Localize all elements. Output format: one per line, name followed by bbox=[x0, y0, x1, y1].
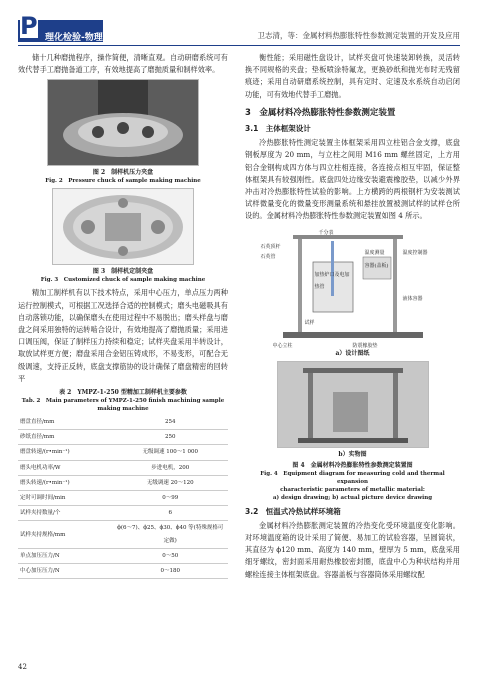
table-row bbox=[18, 415, 228, 430]
running-head: 卫志清，等：金属材料热膨胀特性参数测定装置的开发及应用 bbox=[257, 31, 460, 40]
parameters-table bbox=[18, 415, 228, 579]
figure-2-caption: 图 2 制样机压力夹盘 bbox=[92, 169, 154, 177]
label-quartz-tube: 石英管 bbox=[260, 253, 276, 260]
paragraph: 精加工制样机有以下技术特点，采用中心压力，单点压力两种运行控制模式，可根据工况选择合适的控制模式；磨头电磁吸具有自动落锁功能，以确保磨头在使用过程中不易脱出；磨头样盘与磨盘之间采用独特的运转啮合设计，有效地提高了磨抛质量；采用进口调压阀，保证了制样压力持续和稳定；试样夹盘采用半转设计，取放试样更方便；磨盘采用合金铝压铸成形，不易变形，可配合无级调速，支持正反转，底盘支撑筋协的设计确保了磨盘精密的回转平 bbox=[18, 288, 228, 383]
param-value: 0～50 bbox=[113, 548, 229, 563]
label-controller: 温度控制器 bbox=[402, 249, 428, 256]
param-name: 定时可调时间/min bbox=[18, 491, 113, 506]
table-row bbox=[18, 445, 228, 460]
param-name: 磨盘直径/mm bbox=[18, 415, 113, 430]
header-rule bbox=[18, 45, 460, 46]
param-name: 磨盘转速/(r•min⁻¹) bbox=[18, 445, 113, 460]
device-schematic bbox=[253, 227, 453, 347]
right-column bbox=[245, 52, 460, 581]
label-center-column: 中心立柱 bbox=[272, 342, 293, 349]
figure-4a-diagram bbox=[253, 227, 453, 347]
figure-4-caption-en-3: a) design drawing; b) actual picture device drawing bbox=[272, 494, 433, 501]
pressure-chuck-image bbox=[48, 80, 198, 165]
label-rubber-pad: 防震橡胶垫 bbox=[352, 342, 378, 349]
label-temperature: 温度测量 bbox=[364, 249, 385, 256]
label-furnace: 加热炉口及电加热管 bbox=[314, 271, 350, 290]
table-row bbox=[18, 521, 228, 548]
param-value: 无级调速 20～120 bbox=[113, 475, 229, 490]
label-quartz-rod: 石英顶杆 bbox=[260, 243, 281, 250]
table-row bbox=[18, 506, 228, 521]
table-2-caption-en: Tab. 2 Main parameters of YMPZ-1-250 finish machining sample making machine bbox=[21, 398, 225, 413]
table-row bbox=[18, 460, 228, 475]
param-name: 试样夹持数量/个 bbox=[18, 506, 113, 521]
paragraph: 储十几种磨抛程序，操作简便，清晰直观。自动研磨系统可有效代替手工磨抛备道工序，有效地提高了磨抛质量和制样效率。 bbox=[18, 53, 228, 75]
subsection-heading: 3.2 恒温式冷热试样环境箱 bbox=[245, 506, 341, 516]
paragraph: 金属材料冷热膨胀测定装置的冷热变化受环境温度变化影响。对环境温度箱的设计采用了简便、易加工的试验容器，呈圆筒状，其直径为 ϕ120 mm、高度为 140 mm，壁厚为 5 mm，底盘采用细牙螺纹，密封面采用耐热橡胶密封圈，底盘中心为种状结构并用螺栓连接主体框架底盘。容器盖板与容器筒体采用螺纹配 bbox=[245, 520, 460, 579]
param-name: 砂纸直径/mm bbox=[18, 430, 113, 445]
param-value: 无级调速 100～1 000 bbox=[113, 445, 229, 460]
param-value: 254 bbox=[113, 415, 229, 430]
figure-4-caption-en-1: Fig. 4 Equipment diagram for measuring cold and thermal expansion bbox=[260, 470, 445, 485]
figure-3-photo bbox=[52, 188, 194, 265]
label-dial-gauge: 千分表 bbox=[318, 229, 334, 236]
table-row bbox=[18, 475, 228, 490]
journal-logo-mark: P bbox=[20, 12, 38, 40]
page-header bbox=[0, 0, 480, 50]
param-value: 步进电机，200 bbox=[113, 460, 229, 475]
left-column bbox=[18, 52, 228, 579]
param-value: 6 bbox=[113, 506, 229, 521]
figure-4a-caption: a）设计图纸 bbox=[335, 349, 370, 357]
figure-3-caption-en: Fig. 3 Customized chuck of sample making machine bbox=[40, 277, 206, 284]
figure-4b-caption: b）实物图 bbox=[338, 450, 367, 458]
param-name: 中心加压压力/N bbox=[18, 564, 113, 579]
figure-2-photo bbox=[47, 79, 199, 166]
figure-3-caption: 图 3 制样机定制夹盘 bbox=[92, 268, 154, 276]
label-container: 容器(盖板) bbox=[364, 262, 389, 269]
figure-4-caption-en-2: characteristic parameters of metallic material: bbox=[280, 486, 425, 493]
label-sample: 试样 bbox=[304, 319, 315, 326]
figure-2-caption-en: Fig. 2 Pressure chuck of sample making machine bbox=[45, 178, 201, 185]
table-row bbox=[18, 491, 228, 506]
customized-chuck-image bbox=[53, 189, 193, 264]
paragraph: 衡性能；采用磁性盘设计，试样夹盘可快速装卸转换，灵活转换不同规格的夹盘；垫板喷涂特氟龙，更换砂纸和抛光布时无残留痕迹；采用自动研磨系统控制，具有定时、定速及水系统自动启闭功能，可有效地代替手工磨抛。 bbox=[245, 53, 460, 99]
section-heading: 3 金属材料冷热膨胀特性参数测定装置 bbox=[245, 107, 396, 118]
figure-4-caption: 图 4 金属材料冷热膨胀特性参数测定装置图 bbox=[292, 461, 413, 469]
param-value: 0～180 bbox=[113, 564, 229, 579]
param-name: 单点加压压力/N bbox=[18, 548, 113, 563]
table-row bbox=[18, 548, 228, 563]
param-value: 250 bbox=[113, 430, 229, 445]
param-value: 0～99 bbox=[113, 491, 229, 506]
label-liquid-container: 液体容器 bbox=[402, 295, 423, 302]
journal-logo: 理化检验-物理分册 bbox=[45, 33, 121, 43]
figure-4b-photo bbox=[277, 361, 429, 448]
table-2-caption: 表 2 YMPZ-1-250 型精加工制样机主要参数 bbox=[59, 389, 187, 397]
param-name: 磨头转速/(r•min⁻¹) bbox=[18, 475, 113, 490]
param-value: ϕ(6～7)、ϕ25、ϕ30、ϕ40 等(特殊规格可定做) bbox=[113, 521, 229, 548]
device-photo bbox=[278, 362, 428, 447]
subsection-heading: 3.1 主体框架设计 bbox=[245, 124, 311, 134]
param-name: 试样夹持规格/mm bbox=[18, 521, 113, 548]
param-name: 磨头电机功率/W bbox=[18, 460, 113, 475]
page-number: 42 bbox=[18, 663, 27, 671]
table-row bbox=[18, 430, 228, 445]
paragraph: 冷热膨胀特性测定装置主体框架采用四立柱铝合金支撑，底盘钢板厚度为 20 mm，与立柱之间用 M16 mm 螺丝固定，上方用铝合金钢构成四方体与四立柱相连接，各连接点相互牢固，保证整体框架具有较强刚性。底盘四处边缘安装避震橡胶垫，以减少外界冲击对冷热膨胀特性试验的影响。上方横跨的两根钢杆为安装测试试样微量变化的微量变形测量系统和悬挂放置被测试样的试样仓所设的。金属材料冷热膨胀特性参数测定装置如图 4 所示。 bbox=[245, 138, 460, 221]
table-row bbox=[18, 564, 228, 579]
